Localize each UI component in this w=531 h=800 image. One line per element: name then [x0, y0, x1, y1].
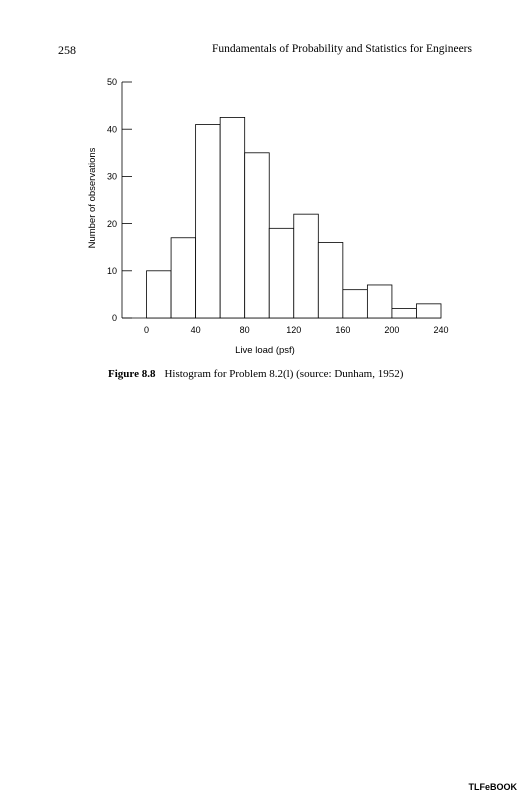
histogram-bar — [147, 271, 172, 318]
y-tick-label: 20 — [106, 218, 117, 229]
figure-caption — [108, 368, 403, 380]
histogram-bar — [294, 214, 319, 318]
histogram-bar — [269, 228, 294, 318]
y-tick-label: 30 — [106, 171, 117, 182]
histogram-bar — [220, 117, 245, 318]
x-tick-label: 0 — [144, 325, 150, 335]
histogram-bar — [171, 238, 196, 318]
y-axis-label: Number of observations — [87, 147, 98, 249]
running-header: Fundamentals of Probability and Statistics for Engineers — [212, 43, 472, 55]
figure-label: Figure 8.8 — [108, 368, 156, 380]
histogram-bar — [196, 124, 221, 318]
y-tick-label: 40 — [106, 124, 117, 135]
histogram-bar — [367, 285, 392, 318]
x-tick-label: 40 — [190, 325, 201, 335]
footer-watermark: TLFeBOOK — [468, 782, 517, 792]
x-tick-label: 80 — [239, 325, 250, 335]
x-tick-label: 120 — [286, 325, 302, 335]
x-tick-label: 160 — [335, 325, 351, 335]
y-tick-label: 50 — [106, 77, 117, 88]
histogram-bar — [416, 304, 441, 318]
y-tick-label: 0 — [111, 313, 117, 324]
x-tick-label: 240 — [433, 325, 449, 335]
x-axis — [122, 318, 449, 335]
y-tick-label: 10 — [106, 266, 117, 276]
histogram-bar — [343, 290, 368, 318]
y-axis — [107, 77, 132, 323]
histogram-bar — [318, 242, 343, 318]
histogram-bar — [245, 153, 270, 318]
histogram-bar — [392, 309, 417, 318]
page-number: 258 — [58, 43, 76, 57]
x-tick-label: 200 — [384, 325, 400, 335]
figure-caption-text: Histogram for Problem 8.2(l) (source: Dunham, 1952) — [164, 368, 404, 380]
x-axis-label: Live load (psf) — [235, 345, 295, 356]
histogram-bars — [147, 117, 441, 318]
